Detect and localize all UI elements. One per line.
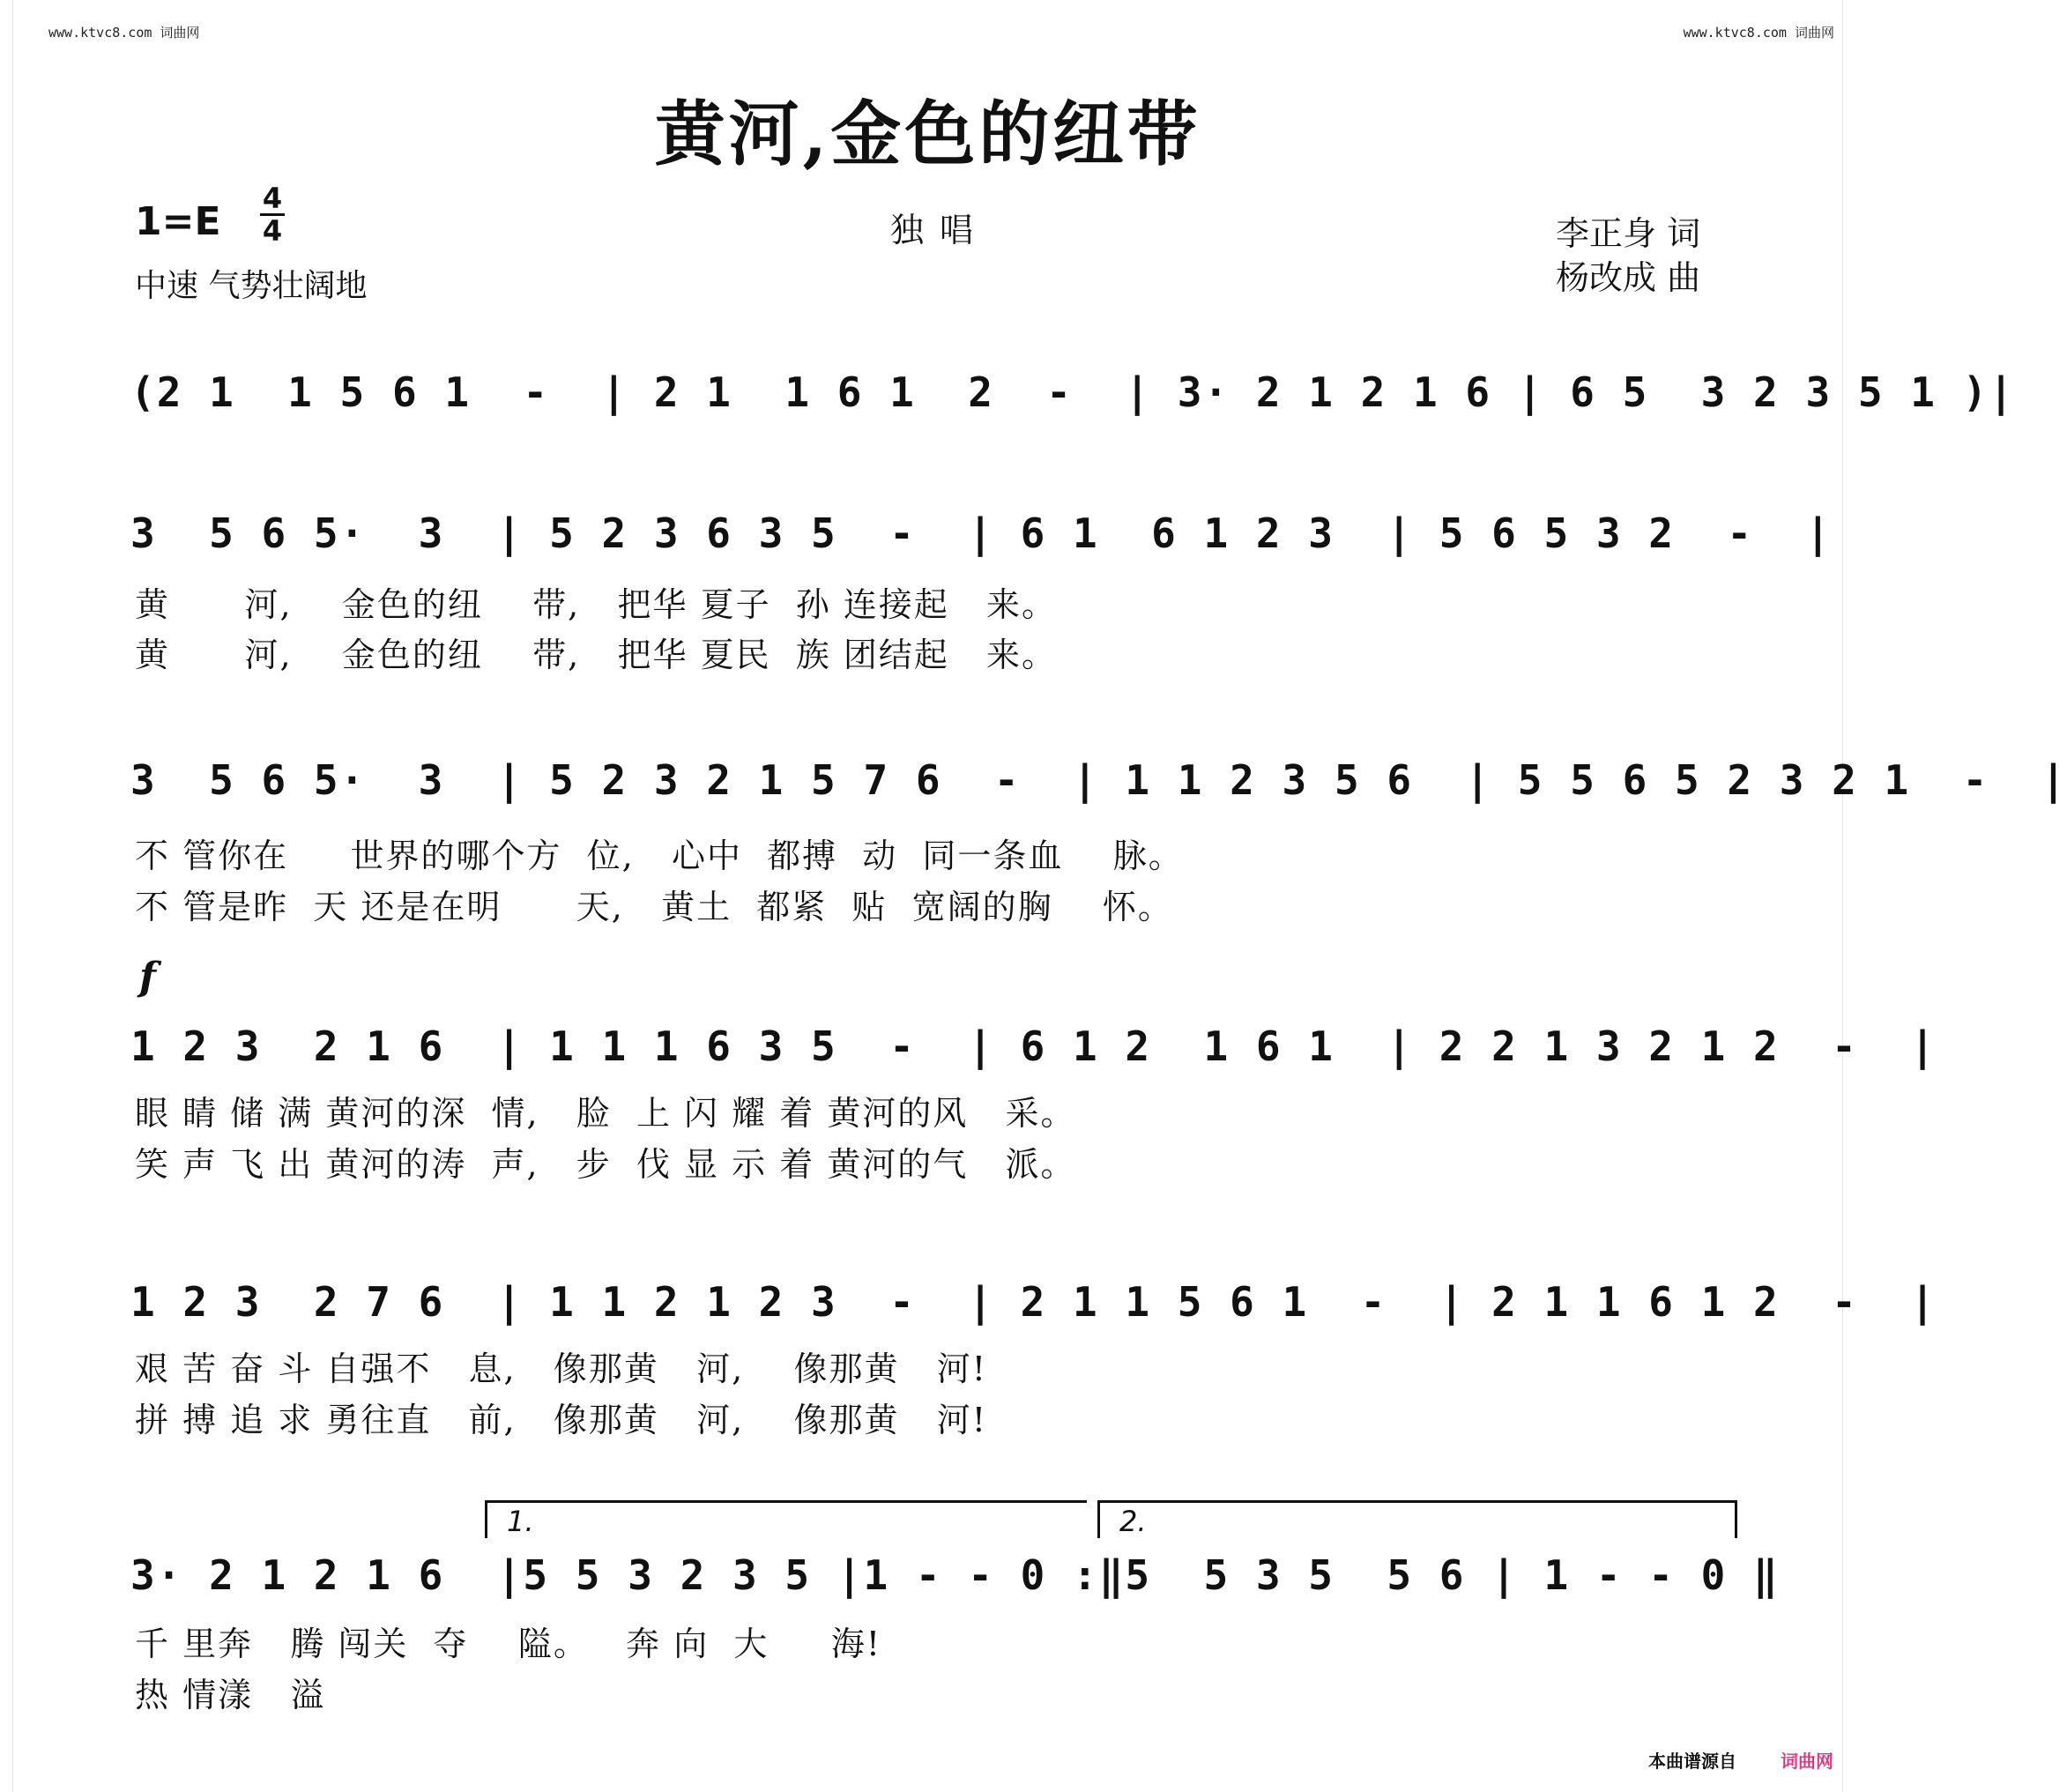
key-signature: 1=E bbox=[135, 199, 221, 244]
notation-line-1: (2 1 1 5 6 1 - | 2 1 1 6 1 2 - | 3· 2 1 2 1 6 | 6 5 3 2 3 5 1 )| bbox=[130, 368, 2015, 416]
watermark-left: www.ktvc8.com 词曲网 bbox=[48, 25, 200, 41]
lyric-line-4-verse-2: 笑 声 飞 出 黄河的涛 声, 步 伐 显 示 着 黄河的气 派。 bbox=[135, 1145, 1076, 1184]
watermark-right: www.ktvc8.com 词曲网 bbox=[1683, 25, 1834, 41]
notation-line-3: 3 5 6 5· 3 | 5 2 3 2 1 5 7 6 - | 1 1 2 3 5 6 | 5 5 6 5 2 3 2 1 - | bbox=[130, 756, 2067, 804]
right-margin-strip bbox=[1842, 0, 1855, 1792]
tempo-marking: 中速 气势壮阔地 bbox=[135, 268, 368, 304]
first-ending-label: 1. bbox=[507, 1505, 534, 1538]
notation-line-5: 1 2 3 2 7 6 | 1 1 2 1 2 3 - | 2 1 1 5 6 1 - | 2 1 1 6 1 2 - | bbox=[130, 1278, 1937, 1326]
footer-source: 本曲谱源自 bbox=[1648, 1751, 1736, 1772]
song-title: 黄河,金色的纽带 bbox=[654, 93, 1201, 175]
notation-line-2: 3 5 6 5· 3 | 5 2 3 6 3 5 - | 6 1 6 1 2 3 | 5 6 5 3 2 - | bbox=[130, 509, 1833, 557]
lyric-line-5-verse-1: 艰 苦 奋 斗 自强不 息, 像那黄 河, 像那黄 河! bbox=[135, 1350, 988, 1388]
first-ending-bracket bbox=[485, 1500, 1087, 1538]
lyric-line-5-verse-2: 拼 搏 追 求 勇往直 前, 像那黄 河, 像那黄 河! bbox=[135, 1401, 988, 1439]
left-margin-strip bbox=[0, 0, 13, 1792]
second-ending-bracket bbox=[1097, 1500, 1737, 1538]
composer-credit: 杨改成 曲 bbox=[1556, 258, 1701, 297]
performance-type: 独唱 bbox=[890, 211, 990, 249]
lyric-line-3-verse-2: 不 管是昨 天 还是在明 天, 黄土 都紧 贴 宽阔的胸 怀。 bbox=[135, 888, 1173, 926]
lyric-line-6-verse-1: 千 里奔 腾 闯关 夺 隘。 奔 向 大 海! bbox=[135, 1625, 882, 1663]
time-signature-top: 4 bbox=[262, 182, 283, 215]
notation-line-6: 3· 2 1 2 1 6 |5 5 3 2 3 5 |1 - - 0 :‖5 5 3 5 5 6 | 1 - - 0 ‖ bbox=[130, 1551, 1780, 1599]
credits bbox=[1556, 212, 1700, 300]
lyricist-credit: 李正身 词 bbox=[1556, 214, 1701, 253]
lyric-line-6-verse-2: 热 情漾 溢 bbox=[135, 1676, 326, 1714]
footer-brand[interactable]: 词曲网 bbox=[1781, 1751, 1833, 1772]
footer-credit bbox=[1648, 1747, 1833, 1773]
lyric-line-2-verse-2: 黄 河, 金色的纽 带, 把华 夏民 族 团结起 来。 bbox=[135, 636, 1058, 674]
time-signature-bottom: 4 bbox=[262, 214, 283, 248]
lyric-line-2-verse-1: 黄 河, 金色的纽 带, 把华 夏子 孙 连接起 来。 bbox=[135, 585, 1058, 624]
lyric-line-4-verse-1: 眼 睛 储 满 黄河的深 情, 脸 上 闪 耀 着 黄河的风 采。 bbox=[135, 1094, 1076, 1133]
lyric-line-3-verse-1: 不 管你在 世界的哪个方 位, 心中 都搏 动 同一条血 脉。 bbox=[135, 837, 1184, 875]
notation-line-4: 1 2 3 2 1 6 | 1 1 1 6 3 5 - | 6 1 2 1 6 1 | 2 2 1 3 2 1 2 - | bbox=[130, 1022, 1937, 1070]
dynamic-forte: f bbox=[139, 955, 156, 1000]
time-signature bbox=[260, 183, 285, 246]
second-ending-label: 2. bbox=[1119, 1505, 1147, 1538]
